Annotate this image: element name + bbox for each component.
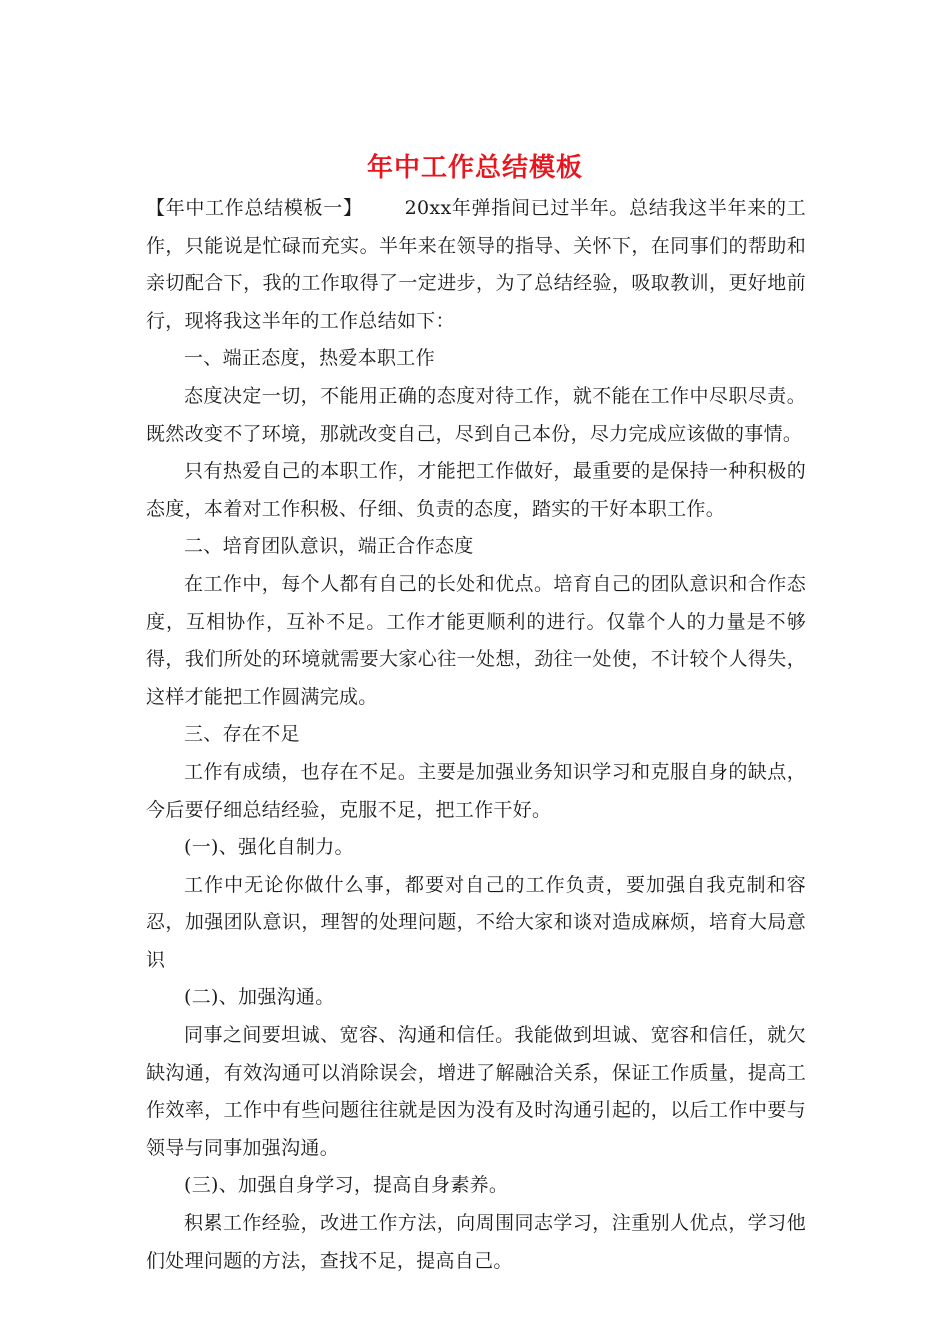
document-body	[146, 190, 806, 1280]
paragraph: 只有热爱自己的本职工作，才能把工作做好，最重要的是保持一种积极的态度，本着对工作积极、仔细、负责的态度，踏实的干好本职工作。	[146, 460, 806, 520]
paragraph: 态度决定一切，不能用正确的态度对待工作，就不能在工作中尽职尽责。既然改变不了环境，那就改变自己，尽到自己本份，尽力完成应该做的事情。	[146, 384, 806, 445]
subsection-heading-2: (二)、加强沟通。	[184, 986, 335, 1009]
paragraph: 工作中无论你做什么事，都要对自己的工作负责，要加强自我克制和容忍，加强团队意识，理智的处理问题，不给大家和谈对造成麻烦，培育大局意识	[146, 873, 806, 971]
paragraph: 在工作中，每个人都有自己的长处和优点。培育自己的团队意识和合作态度，互相协作，互补不足。工作才能更顺利的进行。仅靠个人的力量是不够得，我们所处的环境就需要大家心往一处想，劲往一处使，不计较个人得失，这样才能把工作圆满完成。	[146, 572, 806, 708]
section-heading-3: 三、存在不足	[184, 723, 300, 746]
intro-tag: 【年中工作总结模板一】	[146, 197, 363, 219]
section-heading-1: 一、端正态度，热爱本职工作	[184, 347, 435, 370]
intro-paragraph	[146, 190, 806, 340]
subsection-heading-1: (一)、强化自制力。	[184, 836, 354, 859]
document-title: 年中工作总结模板	[366, 153, 583, 183]
section-heading-2: 二、培育团队意识，端正合作态度	[184, 535, 474, 558]
paragraph: 积累工作经验，改进工作方法，向周围同志学习，注重别人优点，学习他们处理问题的方法，查找不足，提高自己。	[146, 1212, 806, 1272]
subsection-heading-3: (三)、加强自身学习，提高自身素养。	[184, 1174, 509, 1197]
intro-text: 20xx年弹指间已过半年。总结我这半年来的工作，只能说是忙碌而充实。半年来在领导的指导、关怀下，在同事们的帮助和亲切配合下，我的工作取得了一定进步，为了总结经验，吸取教训，更好地前行，现将我这半年的工作总结如下：	[146, 197, 806, 332]
paragraph: 工作有成绩，也存在不足。主要是加强业务知识学习和克服自身的缺点，今后要仔细总结经验，克服不足，把工作干好。	[146, 760, 806, 821]
paragraph: 同事之间要坦诚、宽容、沟通和信任。我能做到坦诚、宽容和信任，就欠缺沟通，有效沟通可以消除误会，增进了解融洽关系，保证工作质量，提高工作效率，工作中有些问题往往就是因为没有及时沟通引起的，以后工作中要与领导与同事加强沟通。	[146, 1024, 806, 1159]
